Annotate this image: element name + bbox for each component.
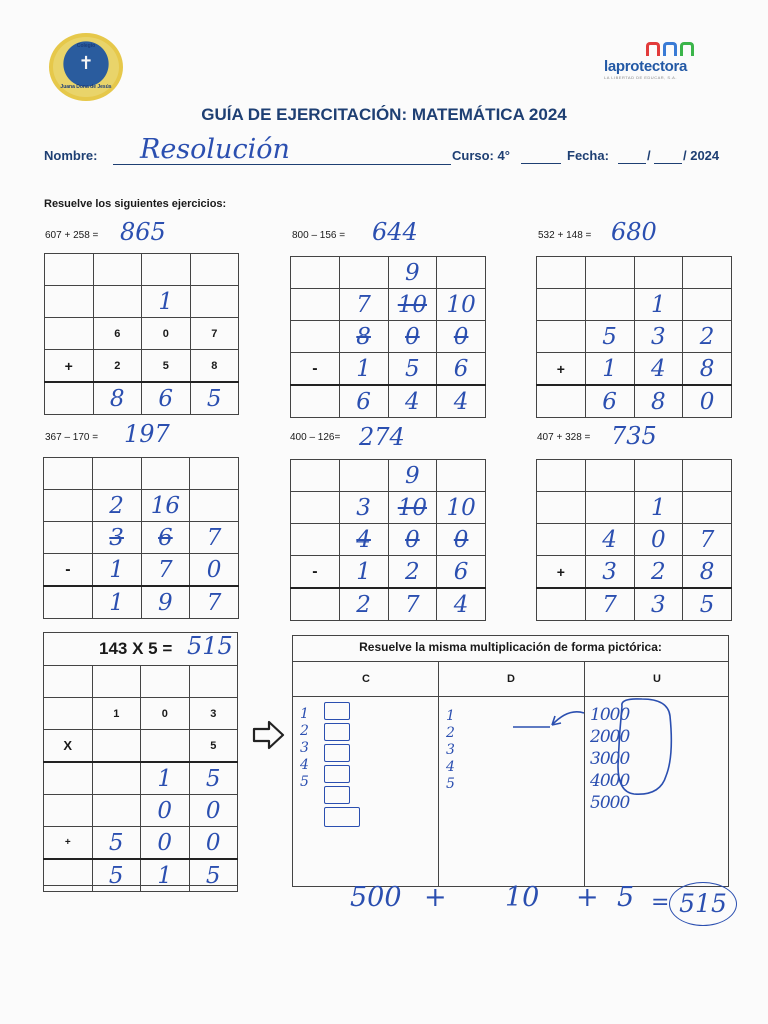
- hundred-block: [324, 702, 350, 720]
- final-plus-1: +: [424, 882, 447, 913]
- brand-logo: [604, 42, 714, 90]
- course-label: Curso: 4°: [452, 148, 510, 163]
- c-column-numbers: 1 2 3 4 5: [300, 706, 309, 790]
- hundred-block: [324, 786, 350, 804]
- exercise-5-answer: 274: [359, 423, 405, 451]
- column-header-u: U: [653, 673, 661, 685]
- multiplication-grid: 1 0 3 X 5 1 5 0 0 + 5 0 0 5 1 5: [43, 665, 238, 892]
- brand-name: laprotectora: [604, 58, 688, 75]
- name-value: Resolución: [140, 134, 290, 165]
- final-term-5: 5: [617, 882, 635, 913]
- exercise-6-label: 407 + 328 =: [537, 432, 591, 443]
- exercise-5-label: 400 – 126=: [290, 432, 341, 443]
- exercise-3-label: 532 + 148 =: [538, 230, 592, 241]
- final-term-500: 500: [350, 882, 402, 913]
- hundred-block: [324, 723, 350, 741]
- final-term-10: 10: [505, 882, 540, 913]
- exercise-4-label: 367 – 170 =: [45, 432, 99, 443]
- school-seal-icon: ✝: [78, 53, 94, 73]
- multiplication-answer: 515: [187, 632, 233, 660]
- exercise-3-answer: 680: [611, 218, 657, 246]
- column-header-d: D: [507, 673, 515, 685]
- units-group-circle-icon: [610, 696, 680, 801]
- column-header-c: C: [362, 673, 370, 685]
- exercise-2-answer: 644: [372, 218, 418, 246]
- right-arrow-icon: [252, 720, 286, 750]
- exercise-1-grid: 1 6 0 7 + 2 5 8 8 6 5: [44, 253, 239, 415]
- exercise-1-answer: 865: [120, 218, 166, 246]
- exercise-6-answer: 735: [611, 422, 657, 450]
- hundreds-blocks: [324, 702, 360, 830]
- hundred-block: [324, 744, 350, 762]
- date-label: Fecha:: [567, 148, 609, 163]
- final-plus-2: +: [576, 882, 599, 913]
- instructions: Resuelve los siguientes ejercicios:: [44, 198, 227, 210]
- d-column-numbers: 1 2 3 4 5: [446, 708, 455, 792]
- school-logo: [49, 33, 123, 101]
- multiplication-box: [43, 632, 238, 889]
- hundred-block: [324, 807, 360, 827]
- exercise-1-label: 607 + 258 =: [45, 230, 99, 241]
- date-year: / 2024: [683, 148, 720, 163]
- date-day-line: [618, 163, 646, 164]
- date-month-line: [654, 163, 682, 164]
- course-line: [521, 163, 561, 164]
- regroup-arrow-icon: [508, 703, 588, 733]
- hundred-block: [324, 765, 350, 783]
- school-logo-top-text: Colegio: [76, 43, 96, 49]
- date-sep-1: /: [647, 148, 651, 163]
- exercise-6-grid: 1 4 0 7 + 3 2 8 7 3 5: [536, 459, 732, 621]
- exercise-4-answer: 197: [124, 420, 170, 448]
- brand-tagline: LA LIBERTAD DE EDUCAR, S.A.: [604, 75, 677, 80]
- final-result-circled: 515: [669, 882, 737, 926]
- u-column-rows: 1000 2000 3000 4000 5000: [590, 705, 630, 813]
- name-label: Nombre:: [44, 148, 98, 163]
- final-equals: =: [651, 890, 670, 915]
- pictorial-title: Resuelve la misma multiplicación de forma pictórica:: [359, 640, 662, 654]
- exercise-2-grid: 9 7 10 10 8 0 0 - 1 5 6 6 4 4: [290, 256, 486, 418]
- exercise-3-grid: 1 5 3 2 + 1 4 8 6 8 0: [536, 256, 732, 418]
- multiplication-label: 143 X 5 =: [99, 639, 173, 658]
- exercise-4-grid: 2 16 3 6 7 - 1 7 0 1 9 7: [43, 457, 239, 619]
- exercise-2-label: 800 – 156 =: [292, 230, 346, 241]
- school-logo-bottom-text: Juana Dona de Jesús: [60, 84, 112, 90]
- pictorial-table: [292, 635, 729, 887]
- page-title: GUÍA DE EJERCITACIÓN: MATEMÁTICA 2024: [201, 105, 567, 124]
- brand-logo-house-icon: [646, 42, 714, 56]
- exercise-5-grid: 9 3 10 10 4 0 0 - 1 2 6 2 7 4: [290, 459, 486, 621]
